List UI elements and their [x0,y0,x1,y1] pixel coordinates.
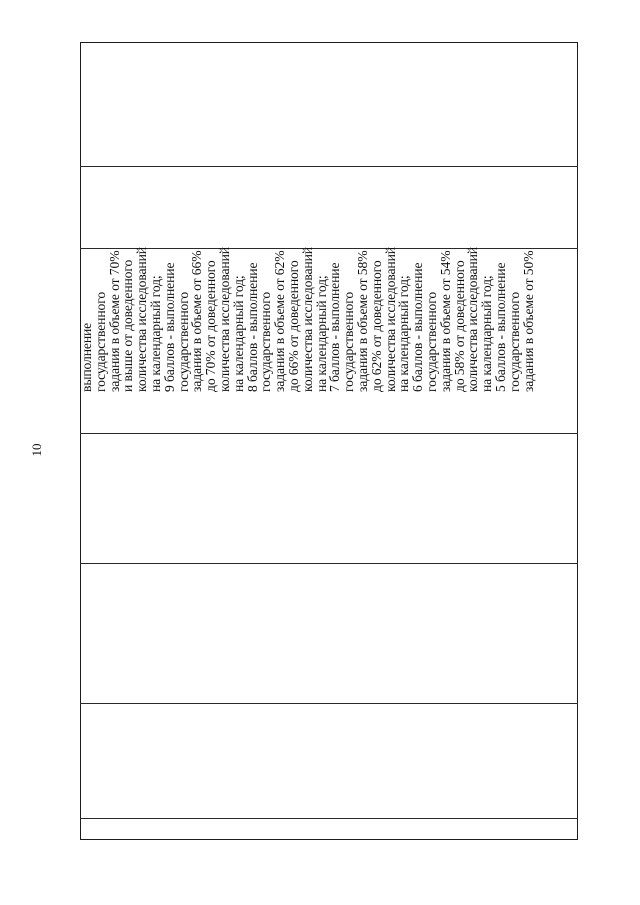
criteria-line: 7 баллов - выполнение [327,262,343,392]
criteria-line: до 70% от доведенного [203,260,219,392]
criteria-line: 6 баллов - выполнение [410,262,426,392]
criteria-line: задания в объеме от 70% [106,250,122,392]
criteria-line: государственного [175,291,191,392]
criteria-line: задания в объеме от 54% [437,250,453,392]
criteria-line: количества исследований [216,247,232,392]
row-divider-6 [80,818,578,819]
row-divider-1 [80,166,578,167]
criteria-line: государственного [258,291,274,392]
criteria-line: задания в объеме от 62% [272,250,288,392]
criteria-line: до 58% от доведенного [451,260,467,392]
criteria-line: 5 баллов - выполнение [492,262,508,392]
criteria-line: до 62% от доведенного [368,260,384,392]
table-frame [80,42,578,840]
criteria-line: количества исследований [134,247,150,392]
criteria-line: количества исследований [382,247,398,392]
criteria-line: выполнение [79,322,94,392]
row-divider-3 [80,433,578,434]
criteria-line: 8 баллов - выполнение [244,262,260,392]
criteria-line: государственного [506,291,522,392]
criteria-cell [80,248,566,398]
criteria-line: на календарный год; [147,275,163,392]
criteria-line: на календарный год; [396,275,412,392]
criteria-line: на календарный год; [479,275,495,392]
criteria-line: государственного [92,291,108,392]
criteria-line: на календарный год; [313,275,329,392]
criteria-line: и выше от доведенного [120,259,136,392]
criteria-line: 9 баллов - выполнение [161,262,177,392]
page-number: 10 [29,443,44,457]
criteria-line: количества исследований [299,247,315,392]
criteria-line: количества исследований [465,247,481,392]
criteria-text-rotated [80,248,566,398]
criteria-line: на календарный год; [230,275,246,392]
row-divider-5 [80,703,578,704]
criteria-line: до 66% от доведенного [285,260,301,392]
criteria-line: задания в объеме от 58% [354,250,370,392]
row-divider-4 [80,563,578,564]
criteria-line: задания в объеме от 50% [520,250,536,392]
criteria-line: государственного [341,291,357,392]
criteria-line: задания в объеме от 66% [189,250,205,392]
criteria-text-lines [80,248,566,398]
criteria-line: государственного [423,291,439,392]
